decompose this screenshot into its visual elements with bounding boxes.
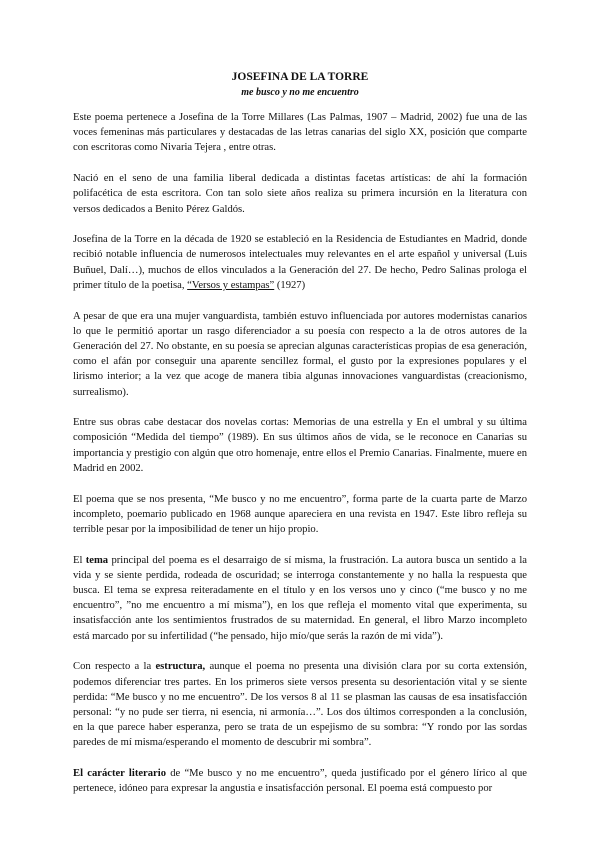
- paragraph-influences: A pesar de que era una mujer vanguardista, también estuvo influenciada por autores modernistas canarios lo que le permitió aportar un rasgo diferenciador a su poesía con respecto a la de otros autores de la Generación del 27. No obstante, en su poesía se aprecian algunas características propias de esa generación, como el afán por conseguir una aparente sencillez formal, el gusto por la expresiones populares y el lirismo interior; a la vez que acoge de manera tibia algunas innovaciones vanguardistas (creacionismo, surrealismo).: [73, 310, 527, 398]
- bold-term-estructura: estructura,: [155, 661, 206, 673]
- paragraph-text: Josefina de la Torre en la década de 1920 se estableció en la Residencia de Estudiantes en Madrid, donde recibió notable influencia de numerosos intelectuales muy relevantes en el arte español y universal (Luis Buñuel, Dalí…), muchos de ellos vinculados a la Generación del 27. De hecho, Pedro Salinas prologa el primer título de la poetisa,: [73, 234, 527, 291]
- document-title: JOSEFINA DE LA TORRE: [231, 71, 369, 83]
- paragraph-theme: [73, 553, 527, 644]
- paragraph-intro: Este poema pertenece a Josefina de la Torre Millares (Las Palmas, 1907 – Madrid, 2002) fue una de las voces femeninas más particulares y destacadas de las letras canarias del siglo XX, posición que comparte con escritoras como Nivaria Tejera , entre otras.: [73, 112, 527, 154]
- paragraph-works: Entre sus obras cabe destacar dos novelas cortas: Memorias de una estrella y En el umbral y su última composición “Medida del tiempo” (1989). En sus últimos años de vida, se le reconoce en Canarias su importancia y prestigio con algún que otro homenaje, entre ellos el Premio Canarias. Finalmente, muere en Madrid en 2002.: [73, 417, 527, 474]
- paragraph-text: (1927): [274, 279, 306, 291]
- paragraph-poem-context: El poema que se nos presenta, “Me busco y no me encuentro”, forma parte de la cuarta parte de Marzo incompleto, poemario publicado en 1968 aunque apareciera en una revista en 1947. Este libro refleja su terrible pesar por la imposibilidad de tener un hijo propio.: [73, 493, 527, 535]
- paragraph-literary: [73, 766, 527, 796]
- paragraph-text: principal del poema es el desarraigo de sí misma, la frustración. La autora busca un sentido a la vida y se siente perdida, rodeada de oscuridad; se interroga constantemente y no halla la respuesta que busca. El tema se expresa reiteradamente en el título y en los versos uno y cinco (“me busco y no me encuentro”, ”no me encuentro a mí misma”), en los que refleja el momento vital que experimenta, su insatisfacción ante los sentimientos frustrados de su maternidad. En general, el libro Marzo incompleto está marcado por su infertilidad (“he pensado, hijo mío/que serás la razón de mi vida”).: [73, 554, 527, 642]
- paragraph-structure: [73, 659, 527, 750]
- bold-term-caracter-literario: El carácter literario: [73, 768, 166, 780]
- paragraph-residencia: [73, 232, 527, 293]
- document-subtitle: me busco y no me encuentro: [241, 87, 359, 98]
- book-title-link[interactable]: “Versos y estampas”: [187, 279, 275, 291]
- paragraph-birth: Nació en el seno de una familia liberal dedicada a distintas facetas artísticas: de ahí la formación polifacética de esta escritora. Con tan solo siete años realiza su primera incursión en la literatura con versos dedicados a Benito Pérez Galdós.: [73, 173, 527, 215]
- bold-term-tema: tema: [85, 554, 109, 566]
- title-block: [0, 70, 600, 99]
- paragraph-text: de “Me busco y no me encuentro”, queda justificado por el género lírico al que pertenece, idóneo para expresar la angustia e insatisfacción personal. El poema está compuesto por: [73, 768, 527, 795]
- paragraph-text: El: [73, 554, 86, 566]
- paragraph-text: Con respecto a la: [73, 661, 156, 673]
- document-body: [73, 110, 527, 812]
- paragraph-text: aunque el poema no presenta una división clara por su corta extensión, podemos diferenciar tres partes. En los primeros siete versos presenta su desorientación vital y se siente perdida: “Me busco y no me encuentro”. De los versos 8 al 11 se plasman las causas de esa insatisfacción personal: “y no pude ser tierra, ni esencia, ni armonía…”. Los dos últimos corresponden a la conclusión, en la que parece haber esperanza, pero se trata de un espejismo de su sombra: “Y rondo por las sordas paredes de mí misma/esperando el momento de descubrir mi sombra”.: [73, 661, 527, 749]
